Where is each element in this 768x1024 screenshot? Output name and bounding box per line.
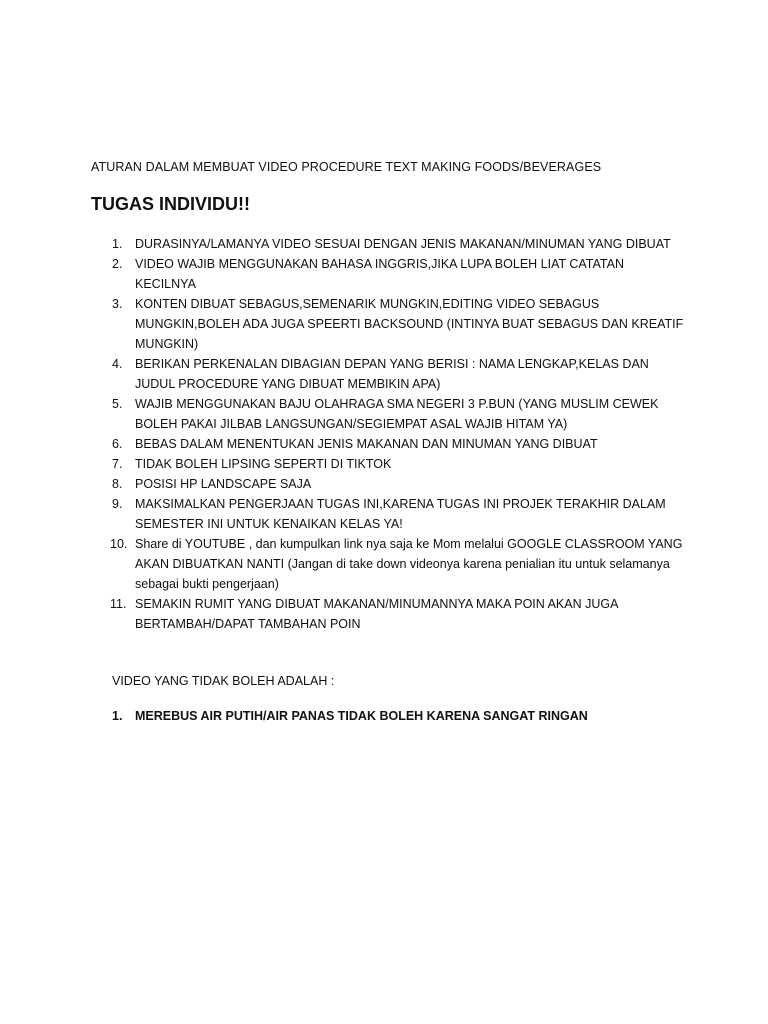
forbidden-item-1 [0, 706, 768, 726]
rule-text: TIDAK BOLEH LIPSING SEPERTI DI TIKTOK [135, 457, 392, 471]
rule-item-8 [0, 474, 768, 494]
rule-number: 11. [110, 597, 127, 611]
rule-item-7 [0, 454, 768, 474]
rule-text: MAKSIMALKAN PENGERJAAN TUGAS INI,KARENA TUGAS INI PROJEK TERAKHIR DALAM SEMESTER INI UNTUK KENAIKAN KELAS YA! [135, 497, 666, 531]
rule-number: 9. [112, 497, 123, 511]
rule-number: 10. [110, 537, 128, 551]
rule-item-10 [0, 534, 768, 594]
rule-number: 5. [112, 397, 123, 411]
rule-number: 7. [112, 457, 123, 471]
rule-text: WAJIB MENGGUNAKAN BAJU OLAHRAGA SMA NEGERI 3 P.BUN (YANG MUSLIM CEWEK BOLEH PAKAI JILBAB LANGSUNGAN/SEGIEMPAT ASAL WAJIB HITAM YA) [135, 397, 659, 431]
rule-number: 2. [112, 257, 123, 271]
rule-number: 8. [112, 477, 123, 491]
rule-text: POSISI HP LANDSCAPE SAJA [135, 477, 312, 491]
rule-item-4 [0, 354, 768, 394]
rule-text: VIDEO WAJIB MENGGUNAKAN BAHASA INGGRIS,JIKA LUPA BOLEH LIAT CATATAN KECILNYA [135, 257, 625, 291]
document-subheading: TUGAS INDIVIDU!! [91, 194, 250, 214]
rule-text: BEBAS DALAM MENENTUKAN JENIS MAKANAN DAN MINUMAN YANG DIBUAT [135, 437, 598, 451]
rule-text: SEMAKIN RUMIT YANG DIBUAT MAKANAN/MINUMANNYA MAKA POIN AKAN JUGA BERTAMBAH/DAPAT TAMBAHAN POIN [135, 597, 618, 631]
rule-text: BERIKAN PERKENALAN DIBAGIAN DEPAN YANG BERISI : NAMA LENGKAP,KELAS DAN JUDUL PROCEDURE YANG DIBUAT MEMBIKIN APA) [135, 357, 649, 391]
rule-number: 1. [112, 237, 123, 251]
document-heading: ATURAN DALAM MEMBUAT VIDEO PROCEDURE TEXT MAKING FOODS/BEVERAGES [91, 160, 602, 174]
rules-list [0, 234, 768, 634]
rule-item-2 [0, 254, 768, 294]
rule-number: 6. [112, 437, 123, 451]
forbidden-heading: VIDEO YANG TIDAK BOLEH ADALAH : [112, 674, 335, 688]
rule-item-11 [0, 594, 768, 634]
rule-number: 3. [112, 297, 123, 311]
forbidden-number: 1. [112, 709, 123, 723]
rule-item-9 [0, 494, 768, 534]
rule-text: DURASINYA/LAMANYA VIDEO SESUAI DENGAN JENIS MAKANAN/MINUMAN YANG DIBUAT [135, 237, 671, 251]
rule-number: 4. [112, 357, 123, 371]
rule-item-1 [0, 234, 768, 254]
rule-text: KONTEN DIBUAT SEBAGUS,SEMENARIK MUNGKIN,EDITING VIDEO SEBAGUS MUNGKIN,BOLEH ADA JUGA SPEERTI BACKSOUND (INTINYA BUAT SEBAGUS DAN KREATIF MUNGKIN) [135, 297, 684, 351]
forbidden-list [0, 706, 768, 726]
forbidden-text: MEREBUS AIR PUTIH/AIR PANAS TIDAK BOLEH KARENA SANGAT RINGAN [135, 709, 588, 723]
rule-text: Share di YOUTUBE , dan kumpulkan link nya saja ke Mom melalui GOOGLE CLASSROOM YANG AKAN DIBUATKAN NANTI (Jangan di take down videonya karena penialian itu untuk selamanya sebagai bukti pengerjaan) [135, 537, 683, 591]
rule-item-3 [0, 294, 768, 354]
rule-item-6 [0, 434, 768, 454]
rule-item-5 [0, 394, 768, 434]
